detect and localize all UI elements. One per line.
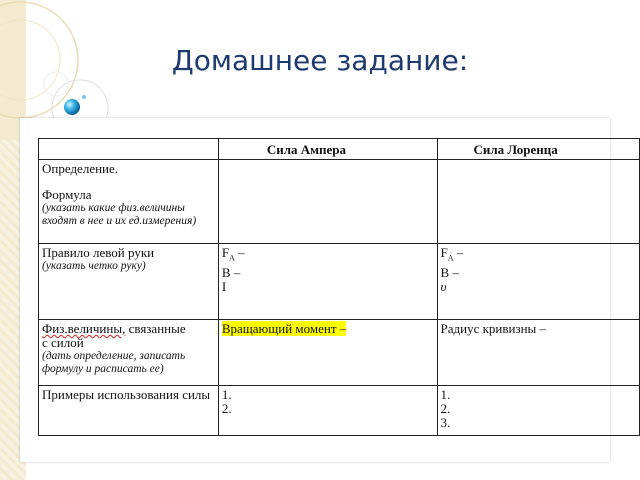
row-label-definition	[39, 160, 219, 244]
cell-definition-lorentz	[437, 160, 640, 244]
cell-left-hand-ampere	[218, 244, 437, 320]
list-item: 2.	[221, 401, 232, 416]
quantities-label: Физ.величины, связанные	[42, 321, 186, 336]
row-label-left-hand	[39, 244, 219, 320]
ampere-b-line: B –	[221, 264, 241, 280]
header-empty-cell	[39, 139, 219, 160]
table-row-definition	[39, 160, 640, 244]
row-label-quantities	[39, 320, 219, 386]
table-row-left-hand	[39, 244, 640, 320]
lorentz-b-line: B –	[440, 264, 459, 280]
definition-label: Определение.	[42, 161, 119, 176]
left-hand-label: Правило левой руки	[42, 245, 155, 260]
quantities-hint: (дать определение, записать формулу и расписать ее)	[42, 350, 186, 375]
cell-quantities-ampere	[218, 320, 437, 386]
lorentz-force-line: $F_A$ –	[440, 245, 464, 263]
list-item: 2.	[440, 401, 451, 416]
list-item: 3.	[440, 415, 451, 430]
table-row-examples	[39, 386, 640, 436]
quantities-label-2: с силой	[42, 335, 84, 350]
torque-label: Вращающий момент –	[221, 321, 347, 336]
left-hand-hint: (указать четко руку)	[42, 260, 146, 272]
lorentz-v-line: υ	[440, 278, 447, 294]
cell-left-hand-lorentz	[437, 244, 640, 320]
header-lorentz-label: Сила Лоренца	[473, 142, 558, 157]
formula-hint: (указать какие физ.величины входят в нее и их ед.измерения)	[42, 202, 197, 227]
header-ampere-label: Сила Ампера	[266, 142, 346, 157]
row-label-examples: Примеры использования силы	[39, 386, 219, 436]
table-header-row	[39, 139, 640, 160]
cell-examples-lorentz	[437, 386, 640, 436]
cell-definition-ampere	[218, 160, 437, 244]
formula-label: Формула	[42, 187, 92, 202]
header-lorentz-force	[437, 139, 640, 160]
cell-examples-ampere	[218, 386, 437, 436]
header-ampere-force	[218, 139, 437, 160]
cell-quantities-lorentz: Радиус кривизны –	[437, 320, 640, 386]
slide-title: Домашнее задание:	[171, 44, 469, 77]
list-item: 1.	[440, 387, 451, 402]
ampere-force-line: $F_A$ –	[221, 245, 245, 263]
blue-sphere-icon	[64, 99, 80, 115]
homework-table	[38, 138, 640, 436]
table-row-quantities	[39, 320, 640, 386]
list-item: 1.	[221, 387, 232, 402]
ampere-i-line: I	[221, 278, 227, 294]
